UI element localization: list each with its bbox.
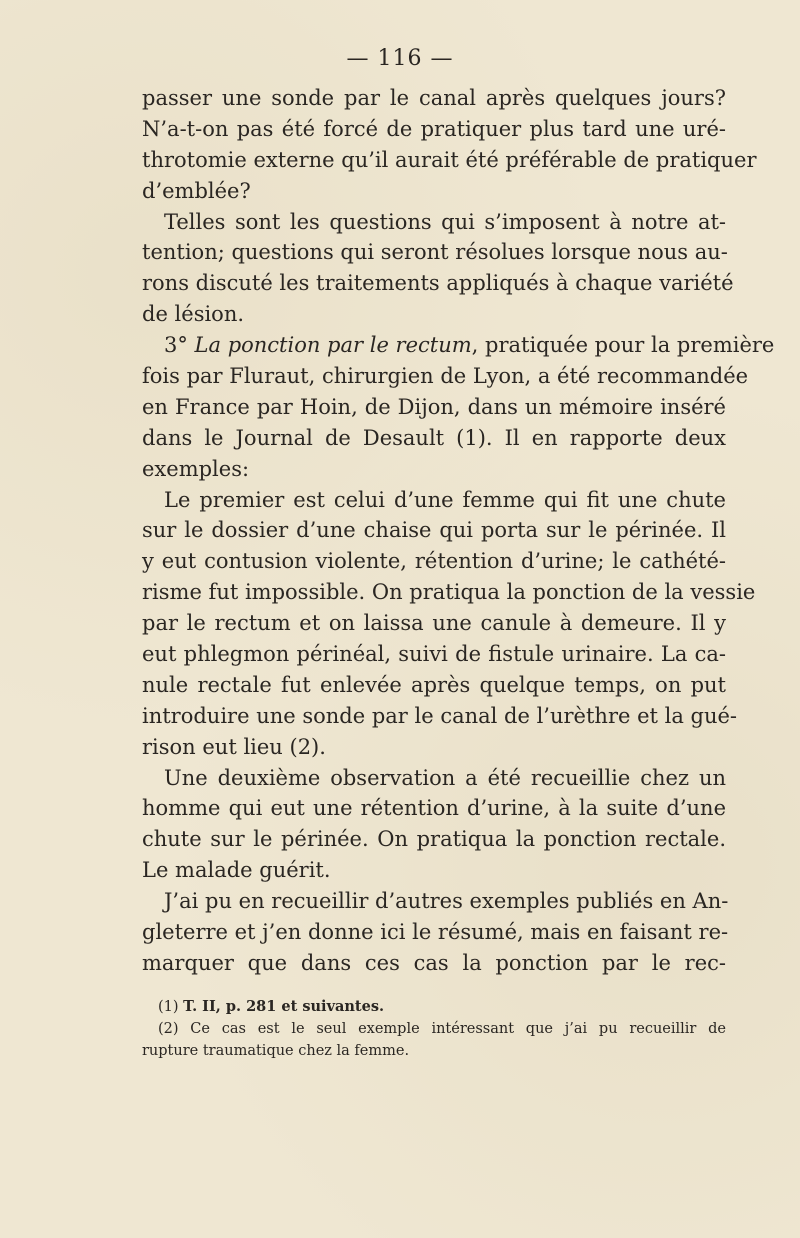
text-line: par le rectum et on laissa une canule à demeure. Il y	[142, 611, 726, 636]
text-line: introduire une sonde par le canal de l’urèthre et la gué-	[142, 703, 738, 728]
text-line: homme qui eut une rétention d’urine, à la suite d’une	[142, 796, 726, 821]
text-line: Telles sont les questions qui s’imposent à notre at-	[164, 209, 726, 234]
text-line: de lésion.	[142, 302, 245, 327]
text-line: marquer que dans ces cas la ponction par le rec-	[142, 950, 726, 975]
text-line: N’a-t-on pas été forcé de pratiquer plus tard une uré-	[142, 116, 726, 141]
text-line: nule rectale fut enlevée après quelque temps, on put	[142, 672, 726, 697]
text-line: Le premier est celui d’une femme qui fit une chute	[164, 487, 726, 512]
footnote-2-line-2: rupture traumatique chez la femme.	[142, 1043, 410, 1059]
text-line: exemples:	[142, 456, 250, 481]
text-line: gleterre et j’en donne ici le résumé, mais en faisant re-	[142, 920, 729, 945]
text-line: risme fut impossible. On pratiqua la ponction de la vessie	[142, 580, 756, 605]
text-line: Une deuxième observation a été recueillie chez un	[164, 765, 726, 790]
footnote-2-line-1: (2) Ce cas est le seul exemple intéressant que j’ai pu recueillir de	[158, 1021, 726, 1037]
text-line: throtomie externe qu’il aurait été préférable de pratiquer	[142, 147, 757, 172]
text-line: rison eut lieu (2).	[142, 734, 326, 759]
footnote-1-marker: (1)	[158, 999, 184, 1015]
footnote-1	[142, 996, 726, 1018]
body-text	[142, 83, 775, 979]
text-line: y eut contusion violente, rétention d’urine; le cathété-	[142, 549, 726, 574]
section-title: La ponction par le rectum	[194, 333, 472, 358]
text-line: chute sur le périnée. On pratiqua la ponction rectale.	[142, 827, 726, 852]
text-line: tention; questions qui seront résolues lorsque nous au-	[142, 240, 728, 265]
text-line: sur le dossier d’une chaise qui porta sur le périnée. Il	[142, 518, 726, 543]
text-line: eut phlegmon périnéal, suivi de fistule urinaire. La ca-	[142, 642, 726, 667]
section-number: 3°	[164, 333, 195, 358]
footnotes	[142, 996, 726, 1062]
footnote-1-text: T. II, p. 281 et suivantes.	[183, 998, 385, 1015]
text-line: en France par Hoin, de Dijon, dans un mémoire inséré	[142, 394, 726, 419]
text-line: rons discuté les traitements appliqués à chaque variété	[142, 271, 734, 296]
section-3-heading-line	[142, 330, 775, 361]
section-title-continuation: , pratiquée pour la première	[471, 333, 775, 358]
page-number: — 116 —	[346, 46, 454, 71]
text-line: d’emblée?	[142, 178, 251, 203]
text-line: dans le Journal de Desault (1). Il en rapporte deux	[142, 425, 726, 450]
text-line: J’ai pu en recueillir d’autres exemples publiés en An-	[164, 889, 729, 914]
text-line: passer une sonde par le canal après quelques jours?	[142, 86, 726, 110]
text-line: fois par Fluraut, chirurgien de Lyon, a été recommandée	[142, 364, 749, 389]
text-line: Le malade guérit.	[142, 858, 331, 883]
